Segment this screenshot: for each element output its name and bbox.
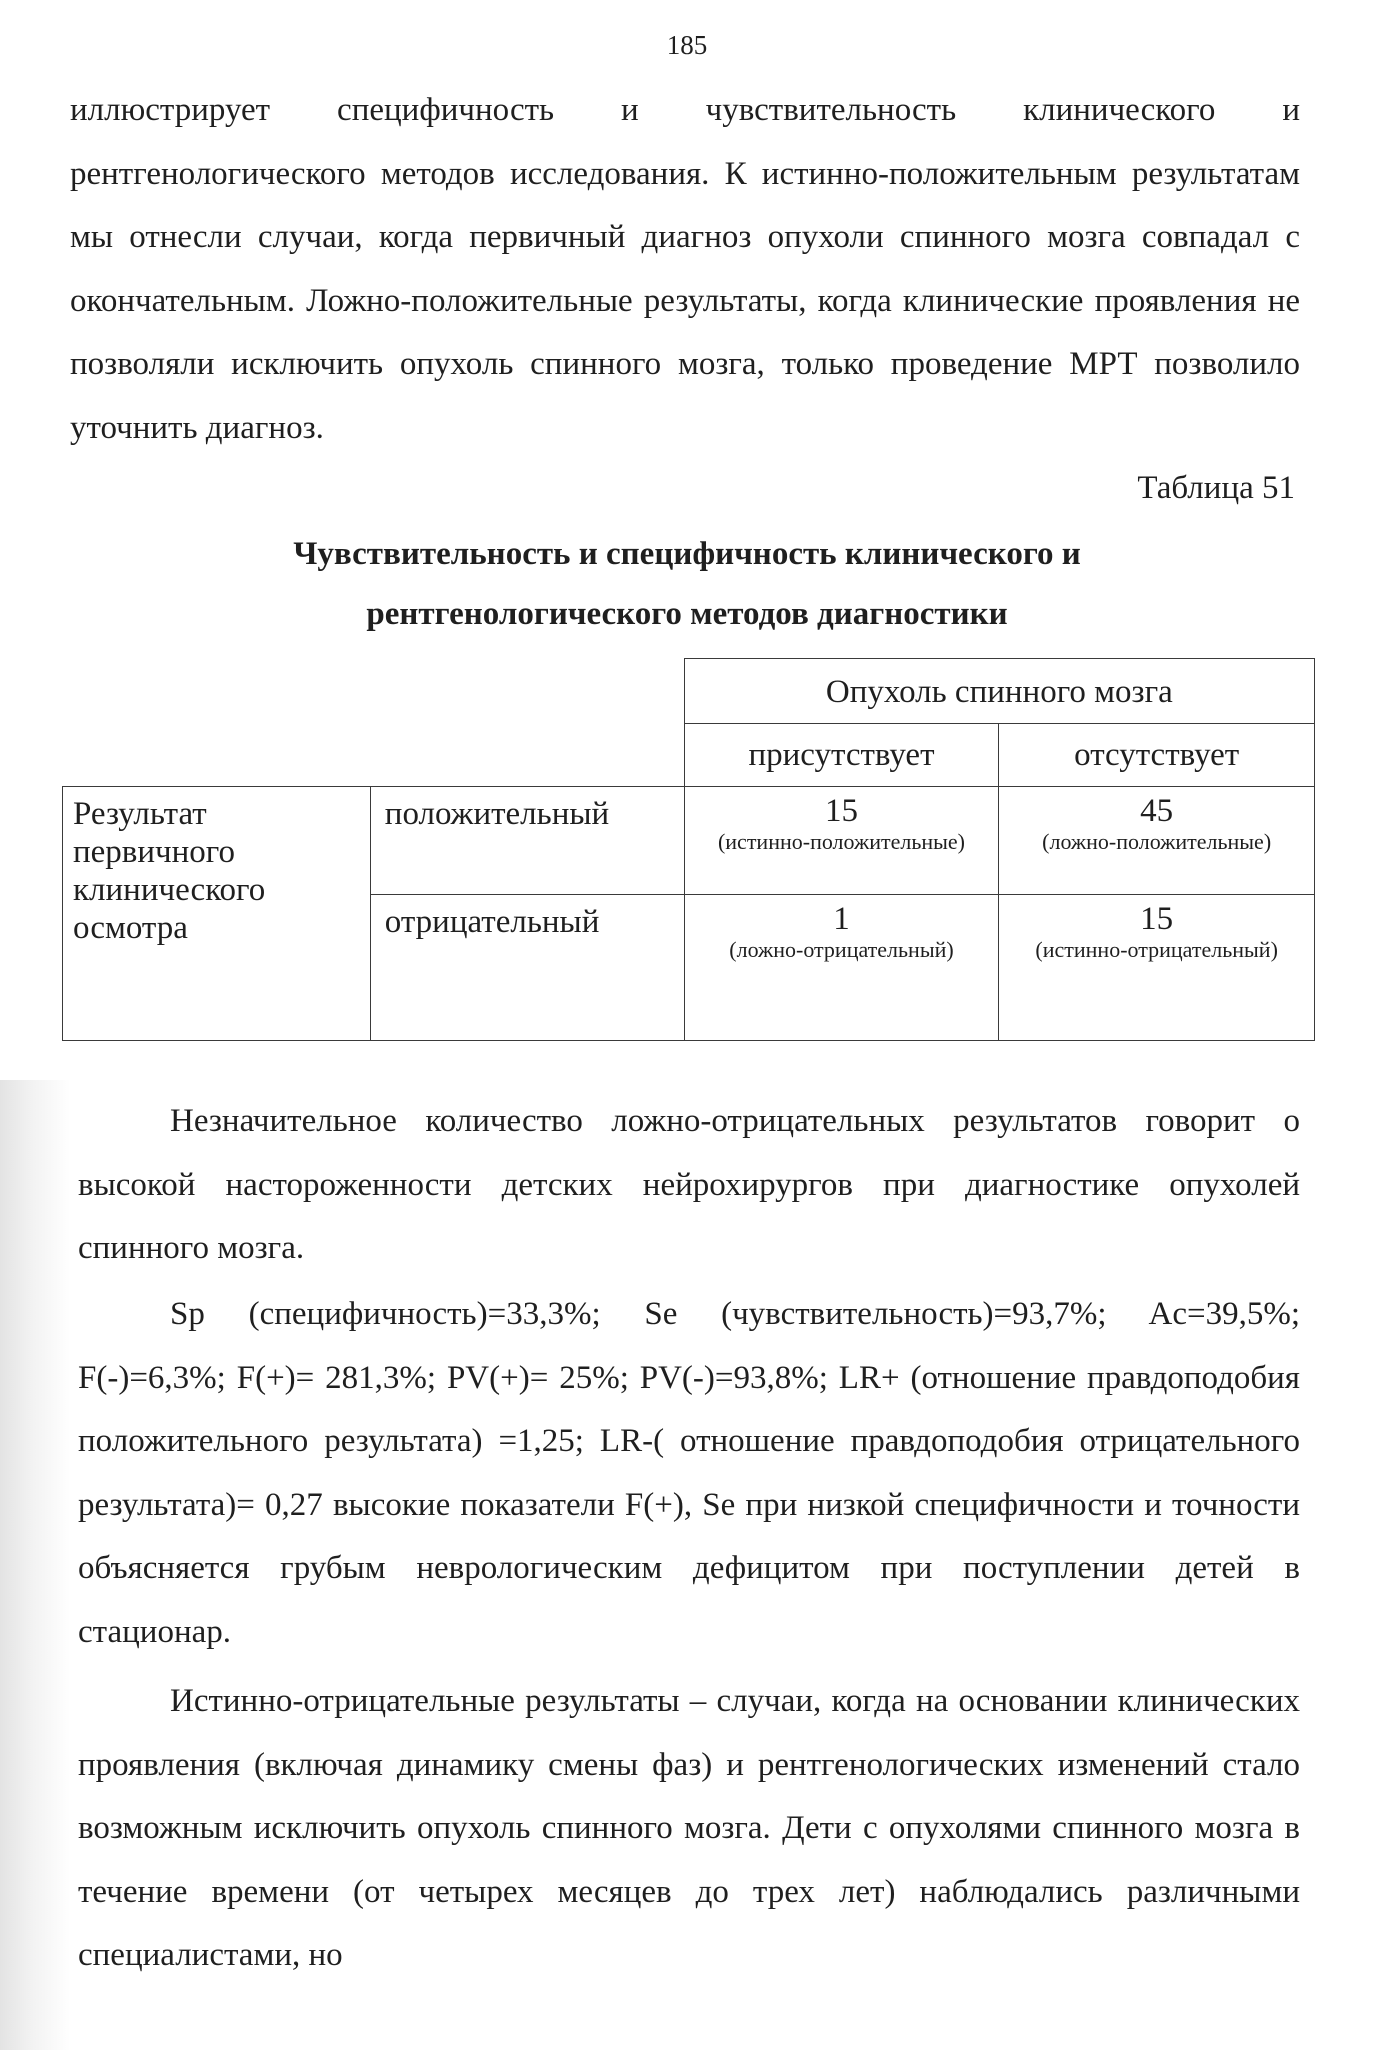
cell-note: (ложно-отрицательный) bbox=[729, 937, 954, 962]
table-blank-corner bbox=[63, 659, 371, 724]
table-title bbox=[140, 524, 1234, 644]
table-blank-corner bbox=[370, 724, 684, 787]
paragraph-true-negatives: Истинно-отрицательные результаты – случаи, когда на основании клинических проявления (включая динамику смены фаз) и рентгенологических изменений стало возможным исключить опухоль спинного мозга. Дети с опухолями спинного мозга в течение времени (от четырех месяцев до трех лет) наблюдались различными специалистами, но bbox=[78, 1683, 1300, 1973]
table-title-line-2: рентгенологического методов диагностики bbox=[366, 596, 1008, 632]
table-blank-corner bbox=[63, 724, 371, 787]
cell-value: 1 bbox=[833, 901, 850, 937]
row-label-negative: отрицательный bbox=[370, 895, 684, 1041]
cell-value: 45 bbox=[1140, 793, 1174, 829]
cell-note: (истинно-отрицательный) bbox=[1035, 937, 1278, 962]
paragraph-intro: иллюстрирует специфичность и чувствительность клинического и рентгенологического методов исследования. К истинно-положительным результатам мы отнесли случаи, когда первичный диагноз опухоли спинного мозга совпадал с окончательным. Ложно-положительные результаты, когда клинические проявления не позволяли исключить опухоль спинного мозга, только проведение МРТ позволило уточнить диагноз. bbox=[70, 92, 1300, 446]
cell-positive-absent bbox=[999, 787, 1315, 895]
cell-positive-present bbox=[684, 787, 999, 895]
cell-value: 15 bbox=[824, 793, 858, 829]
cell-note: (ложно-положительные) bbox=[1042, 829, 1272, 854]
table-title-line-1: Чувствительность и специфичность клинического и bbox=[293, 536, 1081, 572]
cell-negative-absent bbox=[999, 895, 1315, 1041]
row-label-positive: положительный bbox=[370, 787, 684, 895]
results-table bbox=[62, 658, 1315, 1041]
page-number: 185 bbox=[666, 30, 708, 60]
scan-edge-shadow bbox=[0, 1080, 70, 2050]
column-header-absent: отсутствует bbox=[999, 724, 1315, 787]
table-number: Таблица 51 bbox=[1137, 470, 1295, 506]
paragraph-false-negatives: Незначительное количество ложно-отрицательных результатов говорит о высокой настороженности детских нейрохирургов при диагностике опухолей спинного мозга. bbox=[78, 1103, 1300, 1266]
table-blank-corner bbox=[370, 659, 684, 724]
group-header-tumor: Опухоль спинного мозга bbox=[684, 659, 1314, 724]
paragraph-statistics: Sp (специфичность)=33,3%; Se (чувствительность)=93,7%; Ac=39,5%; F(-)=6,3%; F(+)= 281,3%; PV(+)= 25%; PV(-)=93,8%; LR+ (отношение правдоподобия положительного результата) =1,25; LR-( отношение правдоподобия отрицательного результата)= 0,27 высокие показатели F(+), Se при низкой специфичности и точности объясняется грубым неврологическим дефицитом при поступлении детей в стационар. bbox=[78, 1296, 1300, 1650]
cell-value: 15 bbox=[1140, 901, 1174, 937]
cell-note: (истинно-положительные) bbox=[717, 829, 966, 854]
column-header-present: присутствует bbox=[684, 724, 999, 787]
cell-negative-present bbox=[684, 895, 999, 1041]
row-header-primary-exam: Результат первичного клинического осмотра bbox=[63, 787, 371, 1041]
